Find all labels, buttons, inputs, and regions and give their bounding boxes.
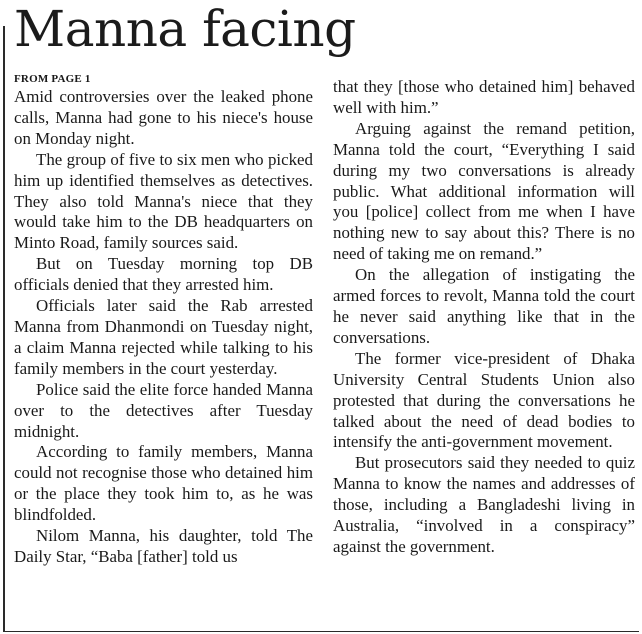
paragraph: Amid controversies over the leaked phone calls, Manna had gone to his niece's house on Monday night. (14, 87, 313, 148)
column-rule-left (3, 26, 5, 632)
paragraph: According to family members, Manna could not recognise those who detained him or the place they took him to, as he was blindfolded. (14, 442, 313, 525)
paragraph: On the allegation of instigating the armed forces to revolt, Manna told the court he never said anything like that in the conversations. (333, 265, 635, 347)
headline: Manna facing (14, 0, 356, 58)
article-column-1 (14, 72, 313, 568)
paragraph: Police said the elite force handed Manna over to the detectives after Tuesday midnight. (14, 379, 313, 441)
paragraph: that they [those who detained him] behaved well with him.” (333, 77, 635, 117)
kicker-from-page: FROM PAGE 1 (14, 73, 91, 85)
article-column-2 (333, 77, 635, 558)
paragraph: But on Tuesday morning top DB officials denied that they arrested him. (14, 254, 313, 295)
paragraph: The group of five to six men who picked him up identified themselves as detectives. They also told Manna's niece that they would take him to the DB headquarters on Minto Road, family sources said. (14, 149, 313, 253)
paragraph: Officials later said the Rab arrested Manna from Dhanmondi on Tuesday night, a claim Manna rejected while talking to his family members in the court yesterday. (14, 296, 313, 378)
paragraph: Nilom Manna, his daughter, told The Daily Star, “Baba [father] told us (14, 526, 313, 566)
paragraph: But prosecutors said they needed to quiz Manna to know the names and addresses of those, including a Bangladeshi living in Australia, “involved in a conspiracy” against the government. (333, 453, 635, 556)
paragraph: The former vice-president of Dhaka University Central Students Union also protested that during the conversations he talked about the need of dead bodies to intensify the anti-government movement. (333, 348, 635, 452)
paragraph: Arguing against the remand petition, Manna told the court, “Everything I said during my two conversations is already public. What additional information will you [police] collect from me when I have nothing new to say about this? There is no need of taking me on remand.” (333, 118, 635, 264)
column-rule-bottom (3, 631, 639, 632)
